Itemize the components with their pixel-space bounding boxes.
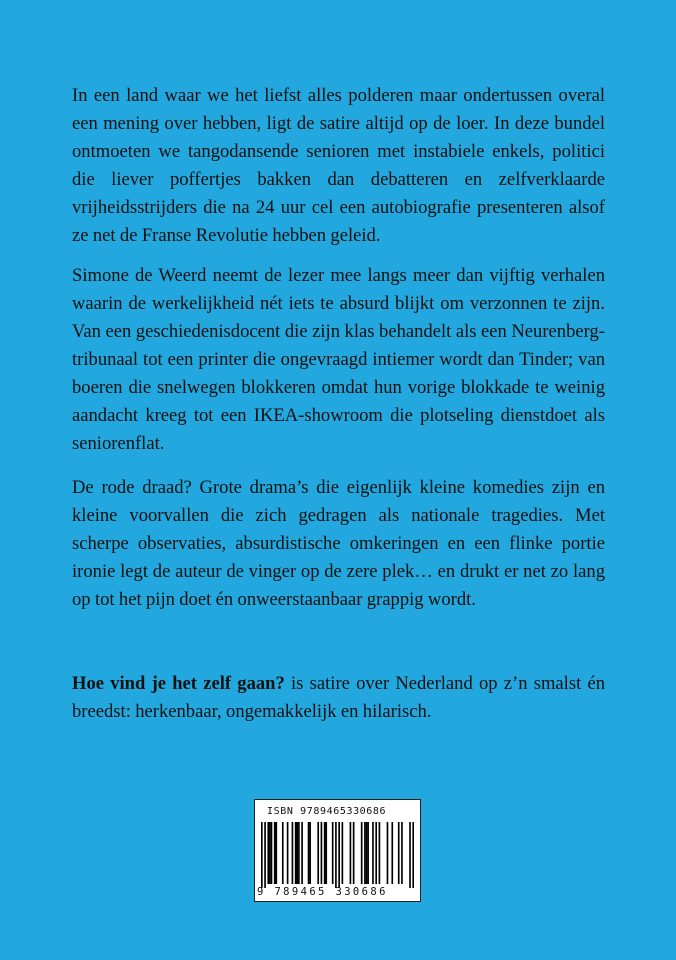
barcode-bar [338,822,340,888]
barcode-bar [317,822,319,884]
barcode-bar [271,822,273,884]
barcode-bar [387,822,389,884]
closing-text: is satire over Nederland op z’n smalst én breedst: herkenbaar, ongemakkelijk en hilarisch. [72,673,605,722]
blurb-paragraph-2: Simone de Weerd neemt de lezer mee langs meer dan vijftig verhalen waarin de werkelijkheid nét iets te absurd blijkt om verzonnen te zijn. Van een geschiedenisdocent die zijn klas behandelt als een Neurenberg-tribunaal tot een printer die ongevraagd intiemer wordt dan Tinder; van boeren die snelwegen blokkeren omdat hun vorige blokkade te weinig aandacht kreeg tot een IKEA-showroom die plotseling dienstdoet als seniorenflat. [72,265,605,454]
barcode-bar [375,822,377,884]
barcode-bar [296,822,298,884]
book-title: Hoe vind je het zelf gaan? [72,673,285,694]
barcode-bar [398,822,400,884]
isbn-label: ISBN 9789465330686 [267,806,387,817]
barcode-bar [391,822,393,884]
barcode-bar [308,822,310,884]
barcode-bar [292,822,294,884]
barcode-bar [275,822,277,884]
barcode-bar [412,822,414,888]
barcode-bar [401,822,403,884]
barcode-bar [267,822,269,884]
barcode-bar [324,822,326,884]
barcode-bar [379,822,381,884]
barcode-bar [295,822,297,884]
barcode-bar [269,822,271,884]
barcode-bar [321,822,323,884]
barcode-bar [367,822,369,884]
isbn-barcode [254,799,421,902]
barcode-bars [261,822,414,892]
barcode-bar [364,822,366,884]
blurb-paragraph-1: In een land waar we het liefst alles polderen maar ondertussen overal een mening over hebben, ligt de satire altijd op de loer. In deze bundel ontmoeten we tangodansende senioren met instabiele enkels, politici die liever poffertjes bakken dan debatteren en zelfverklaarde vrijheidsstrijders die na 24 uur cel een autobiografie presenteren alsof ze net de Franse Revolutie hebben geleid. [72,85,605,246]
barcode-bar [274,822,276,884]
barcode-bar [361,822,363,884]
blurb-paragraph-3: De rode draad? Grote drama’s die eigenlijk kleine komedies zijn en kleine voorvallen die zich gedragen als nationale tragedies. Met scherpe observaties, absurdistische omkeringen en een flinke portie ironie legt de auteur de vinger op de zere plek… en drukt er net zo lang op tot het pijn doet én onweerstaanbaar grappig wordt. [72,477,605,610]
barcode-bar [372,822,374,884]
barcode-bar [366,822,368,884]
blurb-closing [72,670,605,726]
barcode-bar [287,822,289,884]
barcode-bar [353,822,355,884]
barcode-bar [264,822,266,888]
barcode-bar [332,822,334,884]
barcode-bar [350,822,352,884]
barcode-bar [261,822,263,888]
barcode-bar [335,822,337,888]
barcode-bar [409,822,411,888]
barcode-bar [282,822,284,884]
barcode-bar [325,822,327,884]
barcode-bar [309,822,311,884]
barcode-bar [298,822,300,884]
isbn-digits: 9 789465 330686 [257,886,388,898]
barcode-bar [342,822,344,884]
barcode-bar [301,822,303,884]
